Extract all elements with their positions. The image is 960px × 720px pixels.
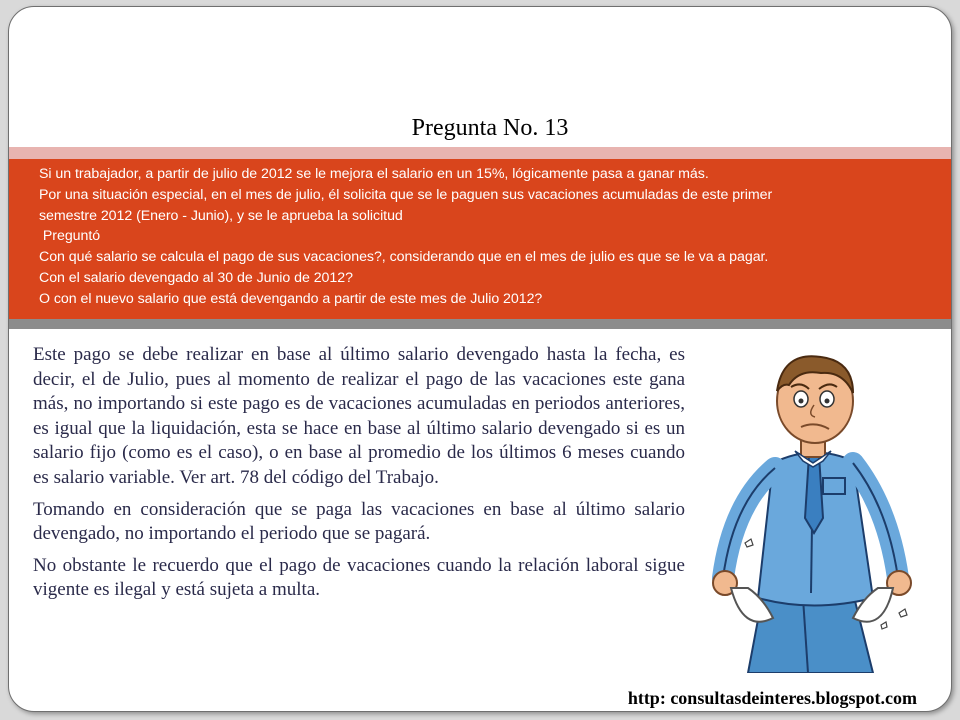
gray-divider bbox=[9, 319, 952, 329]
slide-title: Pregunta No. 13 bbox=[411, 115, 569, 141]
answer-paragraph: Este pago se debe realizar en base al último salario devengado hasta la fecha, es decir, el de Julio, pues al momento de realizar el pago de las vacaciones este gana más, no importando si este pago es de vacaciones acumuladas en periodos anteriores, es igual que la liquidación, esta se hace en base al último salario devengado si es un salario fijo (como es el caso), o en base al promedio de los últimos 6 meses cuando es salario variable. Ver art. 78 del código del Trabajo. bbox=[33, 344, 685, 488]
question-line: semestre 2012 (Enero - Junio), y se le aprueba la solicitud bbox=[39, 207, 403, 224]
question-line: Con el salario devengado al 30 de Junio de 2012? bbox=[39, 269, 353, 286]
slide-card bbox=[8, 6, 952, 712]
answer-paragraph: Tomando en consideración que se paga las vacaciones en base al último salario devengado, no importando el periodo que se pagará. bbox=[33, 498, 685, 545]
answer-text bbox=[33, 343, 685, 610]
question-line: Por una situación especial, en el mes de julio, él solicita que se le paguen sus vacaciones acumuladas de este primer bbox=[39, 186, 773, 203]
question-line: Preguntó bbox=[39, 228, 101, 245]
question-line: Si un trabajador, a partir de julio de 2012 se le mejora el salario en un 15%, lógicamente pasa a ganar más. bbox=[39, 166, 709, 182]
answer-paragraph: No obstante le recuerdo que el pago de vacaciones cuando la relación laboral sigue vigente es ilegal y está sujeta a multa. bbox=[33, 554, 685, 601]
question-line: O con el nuevo salario que está devengando a partir de este mes de Julio 2012? bbox=[39, 290, 543, 307]
question-line: Con qué salario se calcula el pago de sus vacaciones?, considerando que en el mes de julio es que se le va a pagar. bbox=[39, 249, 769, 266]
question-box bbox=[9, 159, 952, 319]
pink-divider bbox=[9, 147, 952, 159]
man-with-empty-pockets-illustration bbox=[703, 343, 935, 673]
blog-url-footer: http: consultasdeinteres.blogspot.com bbox=[627, 688, 917, 708]
